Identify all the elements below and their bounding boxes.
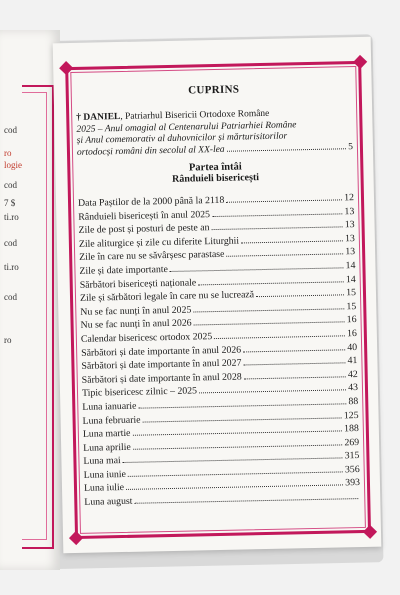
leader-dots <box>194 322 345 326</box>
toc-entry-title: Luna august <box>84 495 133 508</box>
leader-dots <box>170 267 344 272</box>
intro-author: † DANIEL <box>76 111 121 123</box>
toc-entry-page: 14 <box>345 273 356 285</box>
toc-entry-page: 13 <box>344 205 355 217</box>
left-page-fragment: cod <box>4 180 17 190</box>
toc-entry-page: 13 <box>344 232 355 245</box>
left-page-fragment: ro <box>4 335 12 345</box>
leader-dots <box>128 471 343 477</box>
leader-dots <box>199 390 346 394</box>
toc-entry-title: Luna mai <box>83 455 121 468</box>
left-page-fragment: cod <box>4 238 17 248</box>
leader-dots <box>198 281 344 285</box>
toc-entry-page: 13 <box>345 246 356 258</box>
toc-entry-page: 393 <box>345 477 361 489</box>
leader-dots <box>226 254 343 257</box>
leader-dots <box>226 199 342 202</box>
toc-entry-title: Zile și sărbători legale în care nu se lucrează <box>79 289 255 305</box>
toc-entry-title: Data Paștilor de la 2000 până la 2118 <box>77 194 225 209</box>
toc-entry-title: Zile aliturgice și zile cu diferite Liturghii <box>78 235 240 250</box>
toc-entry-page: 356 <box>344 463 360 476</box>
leader-dots <box>243 349 345 352</box>
toc-entry-title: Luna ianuarie <box>82 400 137 413</box>
toc-entry-page: 16 <box>346 328 357 340</box>
toc-entry-title: Calendar bisericesc ortodox 2025 <box>80 331 213 345</box>
toc-entry-title: Luna februarie <box>82 414 141 427</box>
part-subtitle: Rânduieli bisericești <box>171 172 260 185</box>
toc-entry-title: Zile de post și posturi de peste an <box>78 222 210 237</box>
left-page-fragment: 7 $ <box>4 198 16 208</box>
intro-page: 5 <box>348 141 354 152</box>
leader-dots <box>256 294 344 297</box>
toc-entry-title: Zile în care nu se săvârșesc parastase <box>79 249 225 264</box>
left-page-fragment: cod <box>4 125 17 135</box>
toc-entry-page: 15 <box>346 300 357 313</box>
leader-dots <box>143 417 342 422</box>
toc-entry-title: Sărbători și date importante în anul 2028 <box>81 371 242 386</box>
intro-line-3: și Anul comemorativ al duhovnicilor și mărturisitorilor <box>76 131 288 146</box>
intro-line1-rest: , Patriarhul Bisericii Ortodoxe Române <box>120 108 270 122</box>
leader-dots <box>214 335 345 339</box>
intro-line-2: 2025 – Anul omagial al Centenarului Patriarhiei Române <box>76 119 297 135</box>
leader-dots <box>135 498 359 504</box>
leader-dots <box>211 227 342 231</box>
toc-entry-title: Luna iulie <box>83 482 125 495</box>
toc-intro <box>76 107 353 159</box>
left-page-fragment: logie <box>4 160 22 170</box>
left-facing-page <box>0 30 60 570</box>
toc-content <box>76 81 361 529</box>
toc-entry-page: 88 <box>348 395 359 408</box>
toc-entry-title: Luna aprilie <box>83 441 131 454</box>
toc-entry-page: 188 <box>344 423 359 435</box>
toc-entry-title: Sărbători bisericești naționale <box>79 276 197 291</box>
left-page-fragment: ti.ro <box>4 212 19 222</box>
toc-title: CUPRINS <box>188 83 240 97</box>
leader-dots <box>212 213 342 217</box>
toc-entry-page: 43 <box>348 382 359 394</box>
part-title: Partea întâi <box>188 161 242 174</box>
toc-entry-title: Luna martie <box>82 427 131 440</box>
leader-dots <box>241 240 343 243</box>
toc-entry-page: 13 <box>344 219 355 231</box>
toc-entry-page: 14 <box>345 260 356 272</box>
toc-entry-page: 12 <box>344 192 355 204</box>
leader-dots <box>138 403 346 408</box>
toc-entry-title: Rânduieli bisericești în anul 2025 <box>78 208 211 223</box>
intro-line4-text: ortodocși români din secolul al XX-lea <box>76 144 225 158</box>
leader-dots <box>133 444 343 449</box>
leader-dots <box>123 458 343 464</box>
leader-dots <box>243 362 345 365</box>
toc-entry-page: 42 <box>347 368 358 380</box>
toc-entry-page: 269 <box>344 436 360 449</box>
toc-entry-title: Nu se fac nunți în anul 2025 <box>80 304 192 318</box>
left-page-fragment: ro <box>4 148 12 158</box>
leader-dots <box>244 376 346 379</box>
toc-entry-title: Nu se fac nunți în anul 2026 <box>80 317 192 332</box>
toc-entry-page: 15 <box>346 287 357 299</box>
left-page-fragment: cod <box>4 292 17 302</box>
toc-entry-title: Tipic bisericesc zilnic – 2025 <box>81 385 198 400</box>
toc-page <box>53 37 382 554</box>
toc-entry-title: Zile și date importante <box>79 263 168 277</box>
left-page-frame-inner <box>22 92 47 540</box>
toc-entry-page: 16 <box>346 314 357 326</box>
leader-dots <box>193 308 344 312</box>
toc-entry-page: 41 <box>347 355 358 367</box>
toc-entry-page: 40 <box>347 341 358 353</box>
left-page-fragment: ti.ro <box>4 262 19 272</box>
toc-entry-title: Sărbători și date importante în anul 2027 <box>81 357 242 372</box>
toc-entry-page: 315 <box>344 450 360 462</box>
leader-dots <box>227 148 347 152</box>
toc-entry-page: 125 <box>343 409 359 421</box>
leader-dots <box>126 485 343 491</box>
leader-dots <box>133 431 343 436</box>
toc-entries <box>78 191 360 509</box>
toc-entry-title: Luna iunie <box>83 468 127 481</box>
toc-entry-title: Sărbători și date importante în anul 2026 <box>81 344 242 359</box>
